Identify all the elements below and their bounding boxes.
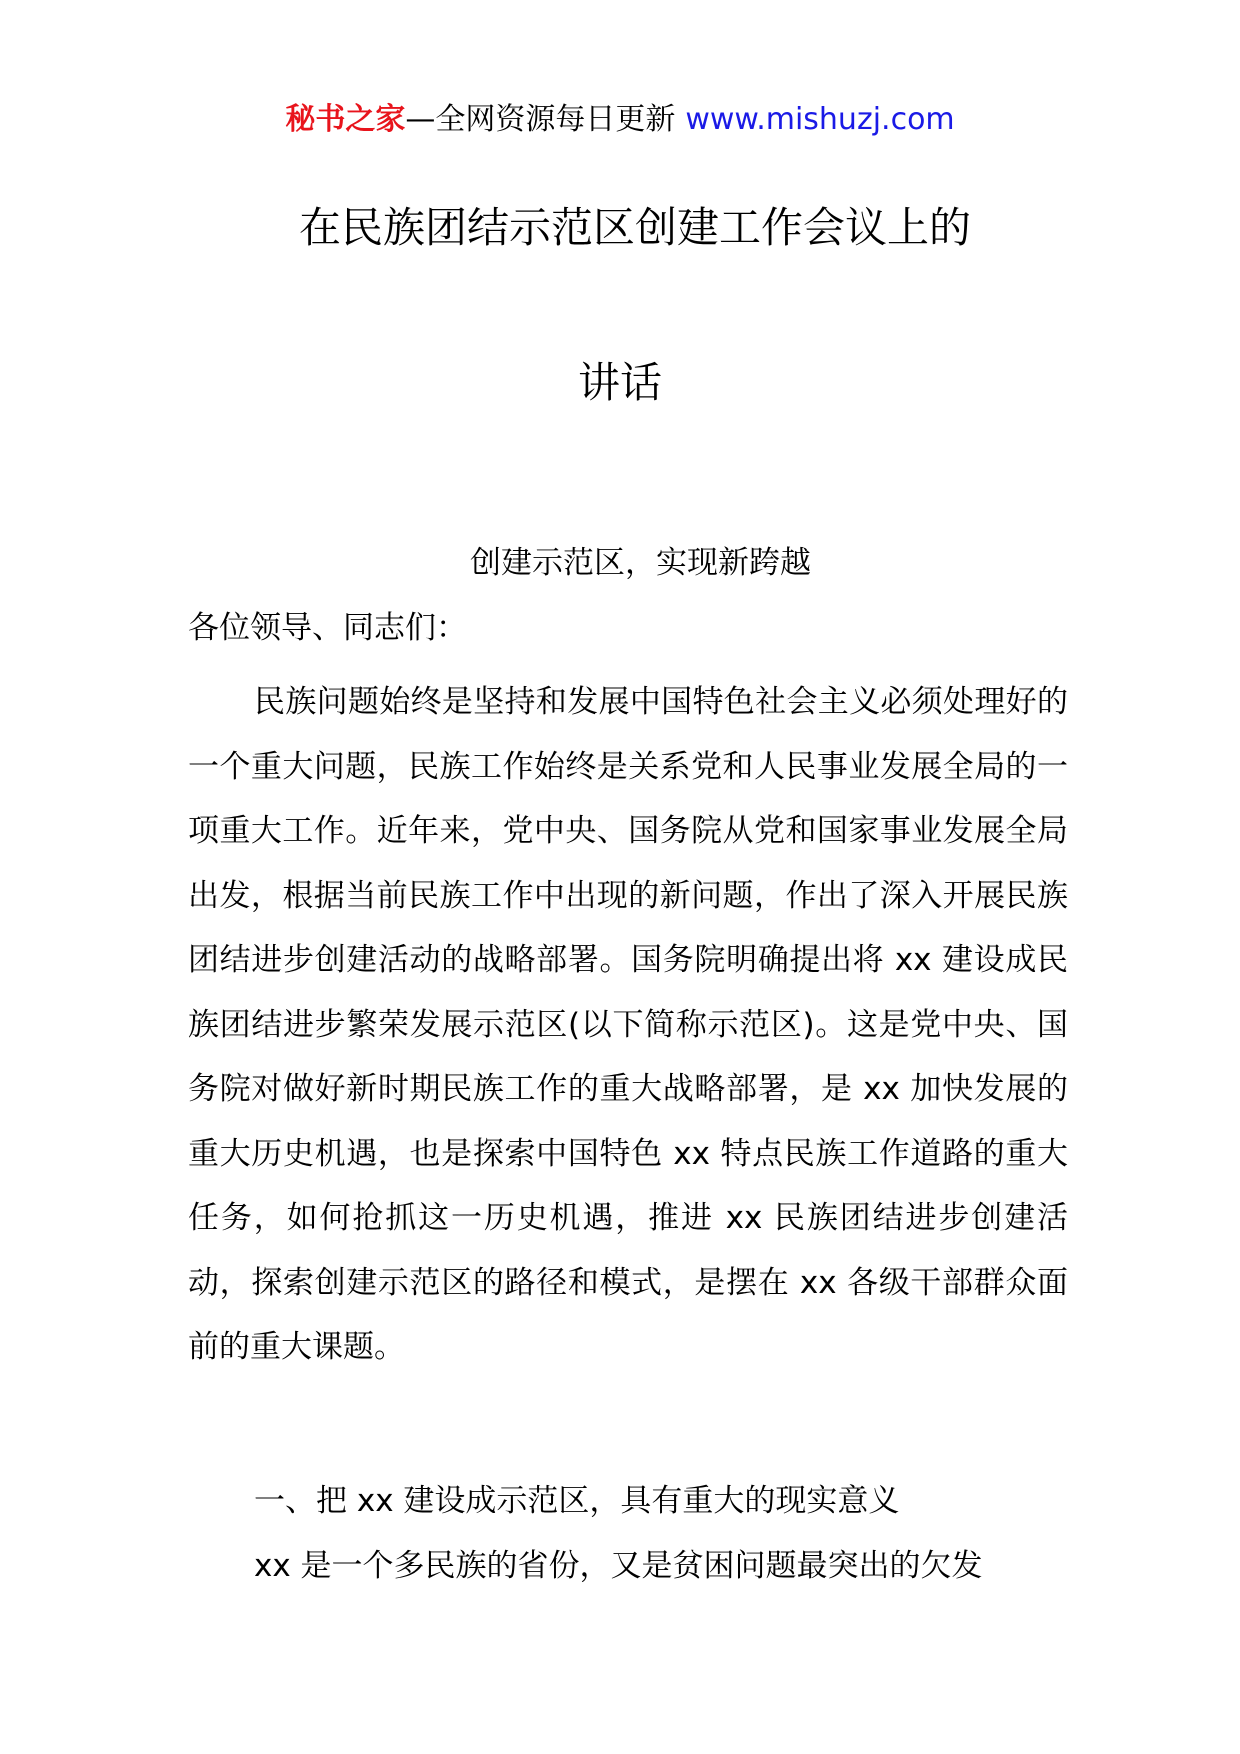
body-paragraph-section-1 <box>188 1534 1068 1599</box>
document-title-line-1: 在民族团结示范区创建工作会议上的 <box>298 203 971 252</box>
paragraph-text: 民族问题始终是坚持和发展中国特色社会主义必须处理好的一个重大问题，民族工作始终是关系党和人民事业发展全局的一项重大工作。近年来，党中央、国务院从党和国家事业发展全局出发，根据当前民族工作中出现的新问题，作出了深入开展民族团结进步创建活动的战略部署。国务院明确提出将 xx 建设成民族团结进步繁荣发展示范区(以下简称示范区)。这是党中央、国务院对做好新时期民族工作的重大战略部署，是 xx 加快发展的重大历史机遇，也是探索中国特色 xx 特点民族工作道路的重大任务，如何抢抓这一历史机遇，推进 xx 民族团结进步创建活动，探索创建示范区的路径和模式，是摆在 xx 各级干部群众面前的重大课题。 <box>188 684 1068 1365</box>
document-subtitle: 创建示范区，实现新跨越 <box>470 545 811 581</box>
header-tagline: —全网资源每日更新 <box>405 102 676 137</box>
body-paragraph-intro <box>188 670 1068 1380</box>
paragraph-text: xx 是一个多民族的省份，又是贫困问题最突出的欠发 <box>254 1548 983 1584</box>
salutation: 各位领导、同志们： <box>188 610 467 646</box>
site-url-link[interactable]: www.mishuzj.com <box>685 102 955 137</box>
site-header <box>0 100 1240 140</box>
brand-name: 秘书之家 <box>285 102 406 137</box>
document-title-line-2: 讲话 <box>577 358 662 407</box>
section-heading-1 <box>188 1469 1068 1534</box>
section-heading-text: 一、把 xx 建设成示范区，具有重大的现实意义 <box>254 1483 900 1519</box>
